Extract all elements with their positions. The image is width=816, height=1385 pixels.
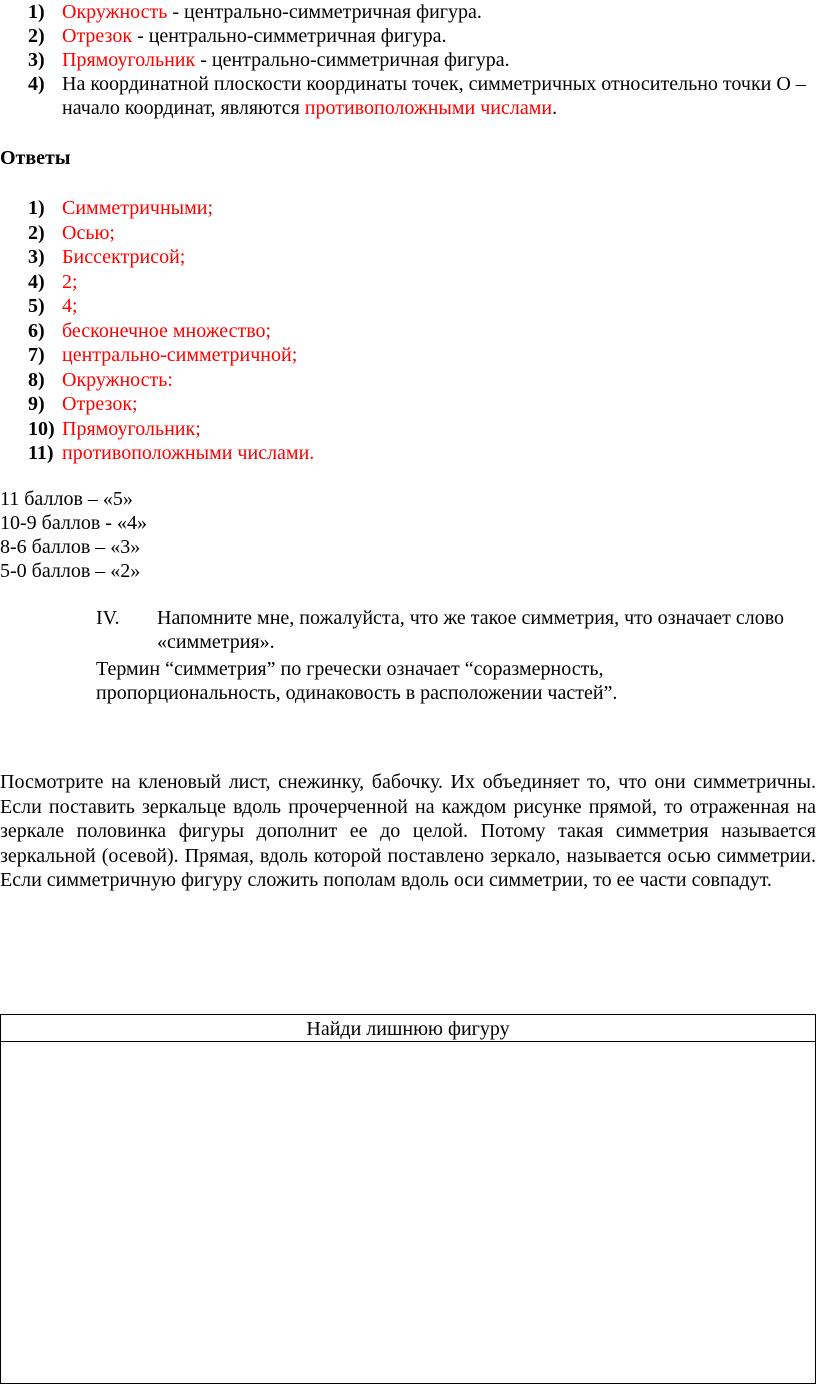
item-number: 1): [28, 1, 45, 23]
term-definition: Термин “симметрия” по гречески означает “соразмерность, пропорциональность, одинаковость в расположении частей”.: [96, 658, 618, 704]
item-number: 2): [28, 25, 45, 47]
item-number: 4): [28, 270, 45, 293]
section-number: IV.: [96, 607, 120, 629]
answer-item: [0, 270, 314, 295]
answer-text: Симметричными;: [62, 197, 214, 219]
item-number: 6): [28, 319, 45, 342]
list-item: [0, 24, 816, 48]
item-number: 10): [28, 417, 55, 440]
answer-item: [0, 294, 314, 319]
answer-item: [0, 245, 314, 270]
answer-item: [0, 441, 314, 466]
statements-list: [0, 0, 816, 120]
highlighted-term: Окружность: [62, 1, 168, 23]
answer-text: 4;: [62, 295, 78, 317]
answer-text: 2;: [62, 270, 78, 293]
task-title: Найди лишнюю фигуру: [1, 1015, 815, 1042]
answer-text: Биссектрисой;: [62, 246, 186, 268]
answer-text: бесконечное множество;: [62, 319, 272, 342]
answer-text: противоположными числами.: [62, 442, 315, 464]
symmetry-paragraph: Посмотрите на кленовый лист, снежинку, бабочку. Их объединяет то, что они симметричны. Если поставить зеркальце вдоль прочерченной на каждом рисунке прямой, то отраженная на зеркале половинка фигуры дополнит ее до целой. Потому такая симметрия называется зеркальной (осевой). Прямая, вдоль которой поставлено зеркало, называется осью симметрии. Если симметричную фигуру сложить пополам вдоль оси симметрии, то ее части совпадут.: [0, 771, 816, 892]
answers-heading: Ответы: [0, 147, 71, 169]
statement-text: - центрально-симметричная фигура.: [167, 1, 482, 23]
answer-text: центрально-симметричной;: [62, 344, 298, 366]
list-item: [0, 48, 816, 72]
statement-text: - центрально-симметричная фигура.: [132, 25, 447, 47]
statement-text: .: [552, 97, 558, 119]
section-question: Напомните мне, пожалуйста, что же такое симметрия, что означает слово «симметрия».: [157, 607, 785, 653]
answer-text: Осью;: [62, 221, 115, 244]
answer-item: [0, 221, 314, 246]
list-item: [0, 72, 816, 120]
statement-text: На координатной плоскости координаты точек, симметричных относительно точки О – начало координат, являются: [62, 73, 806, 119]
grade-line: 8-6 баллов – «3»: [0, 536, 141, 558]
item-number: 3): [28, 49, 45, 71]
grading-scale: [0, 487, 147, 583]
grade-line: 10-9 баллов - «4»: [0, 512, 147, 534]
grade-line: 11 баллов – «5»: [0, 488, 133, 510]
item-number: 3): [28, 246, 45, 268]
item-number: 11): [28, 442, 54, 464]
answer-item: [0, 392, 314, 417]
item-number: 5): [28, 295, 45, 317]
grade-line: 5-0 баллов – «2»: [0, 560, 141, 582]
highlighted-term: Отрезок: [62, 25, 133, 47]
answers-list: [0, 196, 314, 466]
answer-text: Отрезок;: [62, 393, 138, 415]
item-number: 2): [28, 221, 45, 244]
answer-item: [0, 196, 314, 221]
item-number: 8): [28, 368, 45, 391]
item-number: 4): [28, 73, 45, 95]
list-item: [0, 0, 816, 24]
statement-text: - центрально-симметричная фигура.: [195, 49, 510, 71]
item-number: 9): [28, 393, 45, 415]
answer-item: [0, 417, 314, 442]
highlighted-term: противоположными числами: [304, 97, 553, 119]
answer-item: [0, 368, 314, 393]
answer-text: Окружность:: [62, 368, 173, 391]
answer-item: [0, 343, 314, 368]
item-number: 1): [28, 197, 45, 219]
answer-text: Прямоугольник;: [62, 417, 201, 440]
answer-item: [0, 319, 314, 344]
task-table: [0, 1014, 816, 1384]
highlighted-term: Прямоугольник: [62, 49, 196, 71]
item-number: 7): [28, 344, 45, 366]
